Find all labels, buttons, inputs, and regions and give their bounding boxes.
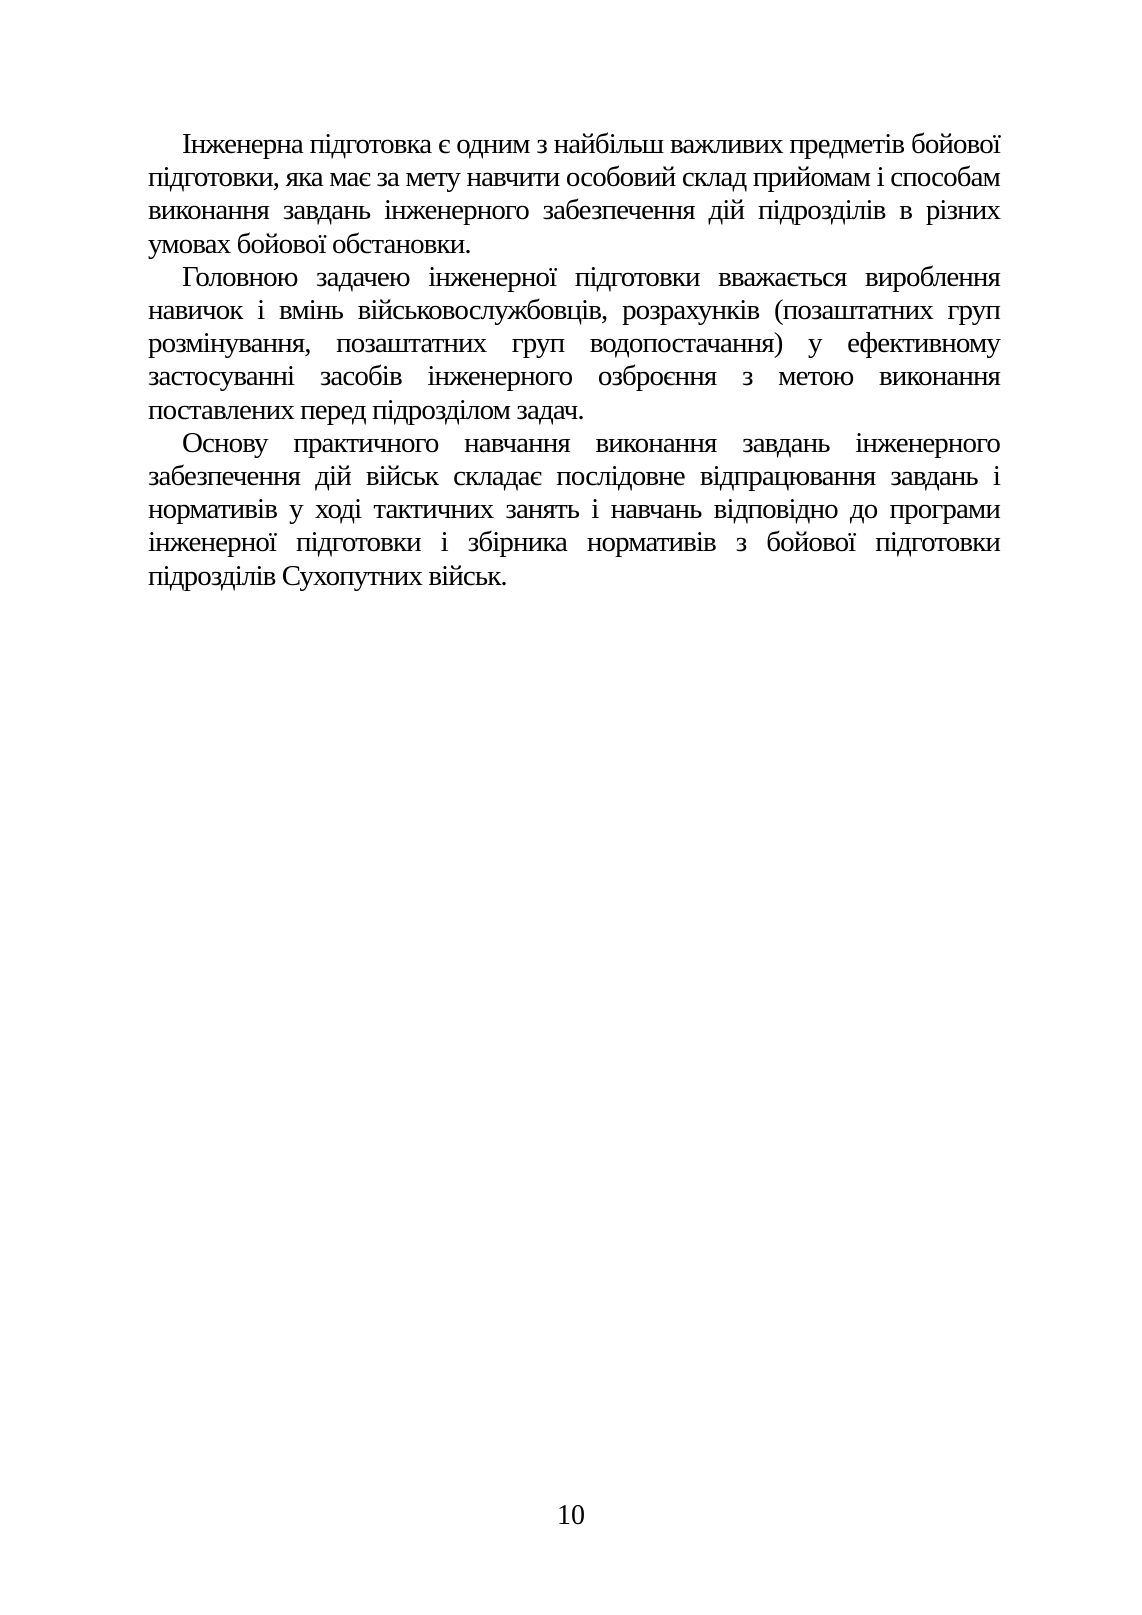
paragraph-engineering-training-purpose: Інженерна підготовка є одним з найбільш важливих предметів бойової підготовки, яка має за мету навчити особовий склад прийомам і способам виконання завдань інженерного забезпечення дій підрозділів в різних умовах бойової обстановки. (148, 128, 1000, 260)
page-number: 10 (557, 1500, 585, 1531)
paragraph-practical-training-basis: Основу практичного навчання виконання завдань інженерного забезпечення дій військ складає послідовне відпрацювання завдань і нормативів у ході тактичних занять і навчань відповідно до програми інженерної підготовки і збірника нормативів з бойової підготовки підрозділів Сухопутних військ. (148, 426, 1000, 592)
paragraph-main-task: Головною задачею інженерної підготовки вважається вироблення навичок і вмінь військовослужбовців, розрахунків (позаштатних груп розмінування, позаштатних груп водопостачання) у ефективному застосуванні засобів інженерного озброєння з метою виконання поставлених перед підрозділом задач. (148, 260, 1000, 426)
document-body (148, 128, 1000, 593)
